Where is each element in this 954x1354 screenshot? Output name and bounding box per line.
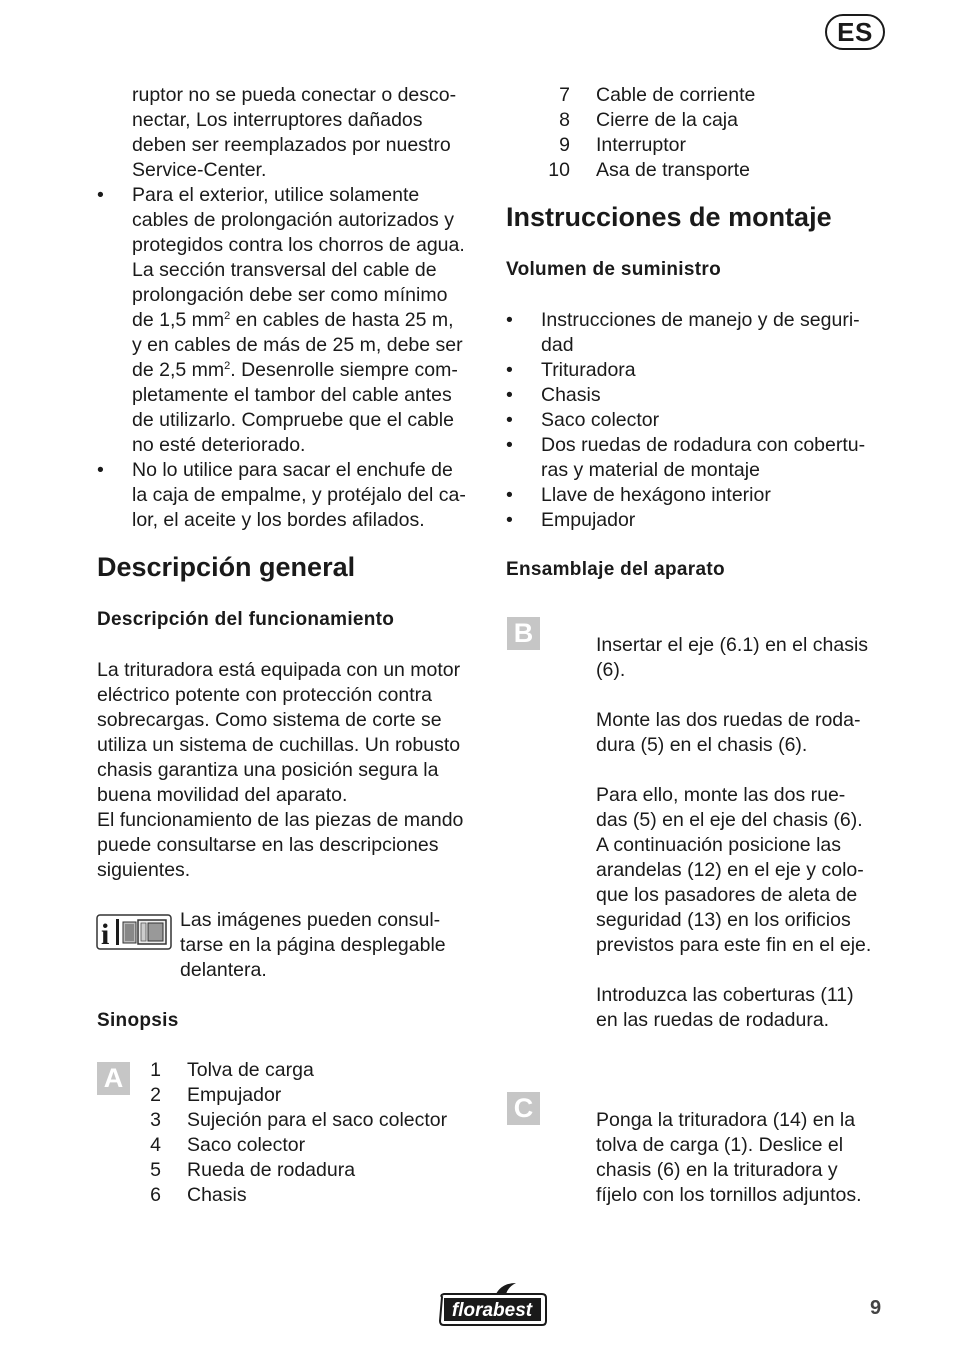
text-line: no esté deteriorado. [132,434,306,456]
text-line: utiliza un sistema de cuchillas. Un robusto [97,734,461,756]
subheading-synopsis: Sinopsis [97,1010,179,1031]
text-line: delantera. [180,959,267,981]
list-item: 1 Tolva de carga [150,1059,314,1081]
text-line: prolongación debe ser como mínimo [132,284,448,306]
text-line: Instrucciones de manejo y de seguri- [541,309,860,331]
text-line: Introduzca las coberturas (11) [596,984,854,1006]
bullet-icon: • [506,309,513,331]
figure-marker-c: C [507,1092,540,1125]
list-item [506,358,896,383]
parts-list-right [540,83,900,183]
text-line: Monte las dos ruedas de roda- [596,709,861,731]
text-line: Llave de hexágono interior [541,484,771,506]
parts-list-left [140,1058,480,1208]
svg-text:florabest: florabest [451,1300,533,1321]
text-line: Para el exterior, utilice solamente [132,184,420,206]
bullet-icon: • [506,359,513,381]
text-line: pletamente el tambor del cable antes [132,384,452,406]
language-badge: ES [825,14,885,50]
text-line: Para ello, monte las dos rue- [596,784,846,806]
list-item [506,383,896,408]
left-column [97,83,487,533]
text-line: Empujador [541,509,636,531]
text-line: La trituradora está equipada con un motor [97,659,461,681]
subheading-device-assembly: Ensamblaje del aparato [506,559,725,580]
heading-assembly-instructions: Instrucciones de montaje [506,202,832,232]
text-line: No lo utilice para sacar el enchufe de [132,459,453,481]
bullet-icon: • [506,384,513,406]
list-item: 7 Cable de corriente [559,84,756,106]
text-line: Ponga la trituradora (14) en la [596,1109,856,1131]
list-item: 5 Rueda de rodadura [150,1159,356,1181]
assembly-steps-b [596,633,896,1033]
paragraph [596,783,896,958]
bullet-item-plug [97,458,487,533]
text-line: que los pasadores de aleta de [596,884,858,906]
heading-general-description: Descripción general [97,552,356,582]
text-line: ruptor no se pueda conectar o desco- [132,84,457,106]
list-item [506,433,896,483]
text-line: Service-Center. [132,159,267,181]
figure-marker-a: A [97,1062,130,1095]
text-line: la caja de empalme, y protéjalo del ca- [132,484,466,506]
info-note [180,908,480,983]
text-line: ras y material de montaje [541,459,760,481]
text-line: seguridad (13) en los orificios [596,909,851,931]
text-line: deben ser reemplazados por nuestro [132,134,451,156]
text-line: (6). [596,659,626,681]
text-line: A continuación posicione las [596,834,841,856]
text-line: de 1,5 $mm^2$ en cables de hasta 25 m, [132,309,454,331]
bullet-icon: • [506,484,513,506]
florabest-logo [436,1281,550,1327]
paragraph [596,708,896,758]
text-line: Insertar el eje (6.1) en el chasis [596,634,869,656]
text-line: Saco colector [541,409,660,431]
list-item [506,483,896,508]
text-line: buena movilidad del aparato. [97,784,348,806]
text-line: tarse en la página desplegable [180,934,446,956]
text-line: cables de prolongación autorizados y [132,209,454,231]
text-line: Chasis [541,384,601,406]
text-line: y en cables de más de 25 m, debe ser [132,334,463,356]
text-line: en las ruedas de rodadura. [596,1009,830,1031]
list-item [506,508,896,533]
subheading-supply: Volumen de suministro [506,259,721,280]
list-item [506,308,896,358]
assembly-steps-c [596,1108,896,1208]
text-line: protegidos contra los chorros de agua. [132,234,465,256]
text-line: dura (5) en el chasis (6). [596,734,808,756]
subheading-function: Descripción del funcionamiento [97,609,395,630]
list-item: 9 Interruptor [559,134,686,156]
list-item [506,408,896,433]
supply-list [506,308,896,533]
continuation-text [97,83,487,183]
text-line: dad [541,334,574,356]
text-line: Trituradora [541,359,636,381]
text-line: chasis garantiza una posición segura la [97,759,439,781]
bullet-icon: • [506,434,513,456]
function-description [97,658,487,883]
list-item: 6 Chasis [150,1184,247,1206]
text-line: lor, el aceite y los bordes afilados. [132,509,425,531]
bullet-icon: • [97,459,104,481]
paragraph [596,983,896,1033]
text-line: arandelas (12) en el eje y colo- [596,859,864,881]
list-item: 4 Saco colector [150,1134,306,1156]
bullet-icon: • [97,184,104,206]
text-line: de 2,5 $mm^2$. Desenrolle siempre com- [132,359,458,381]
text-line: eléctrico potente con protección contra [97,684,432,706]
text-line: sobrecargas. Como sistema de corte se [97,709,442,731]
text-line: siguientes. [97,859,191,881]
text-line: fíjelo con los tornillos adjuntos. [596,1184,862,1206]
info-foldout-icon [96,914,172,950]
text-line: chasis (6) en la trituradora y [596,1159,838,1181]
list-item: 8 Cierre de la caja [559,109,738,131]
text-line: das (5) en el eje del chasis (6). [596,809,863,831]
text-line: tolva de carga (1). Deslice el [596,1134,844,1156]
text-line: El funcionamiento de las piezas de mando [97,809,464,831]
bullet-icon: • [506,409,513,431]
text-line: de utilizarlo. Compruebe que el cable [132,409,454,431]
figure-marker-b: B [507,617,540,650]
text-line: Dos ruedas de rodadura con cobertu- [541,434,866,456]
list-item: 3 Sujeción para el saco colector [150,1109,448,1131]
text-line: nectar, Los interruptores dañados [132,109,423,131]
svg-text:i: i [101,918,110,950]
list-item: 10 Asa de transporte [548,159,750,181]
text-line: Las imágenes pueden consul- [180,909,441,931]
text-line: puede consultarse en las descripciones [97,834,439,856]
paragraph [596,633,896,683]
page-number: 9 [870,1297,882,1319]
list-item: 2 Empujador [150,1084,282,1106]
bullet-item-exterior-cables [97,183,487,458]
bullet-icon: • [506,509,513,531]
text-line: previstos para este fin en el eje. [596,934,872,956]
text-line: La sección transversal del cable de [132,259,437,281]
